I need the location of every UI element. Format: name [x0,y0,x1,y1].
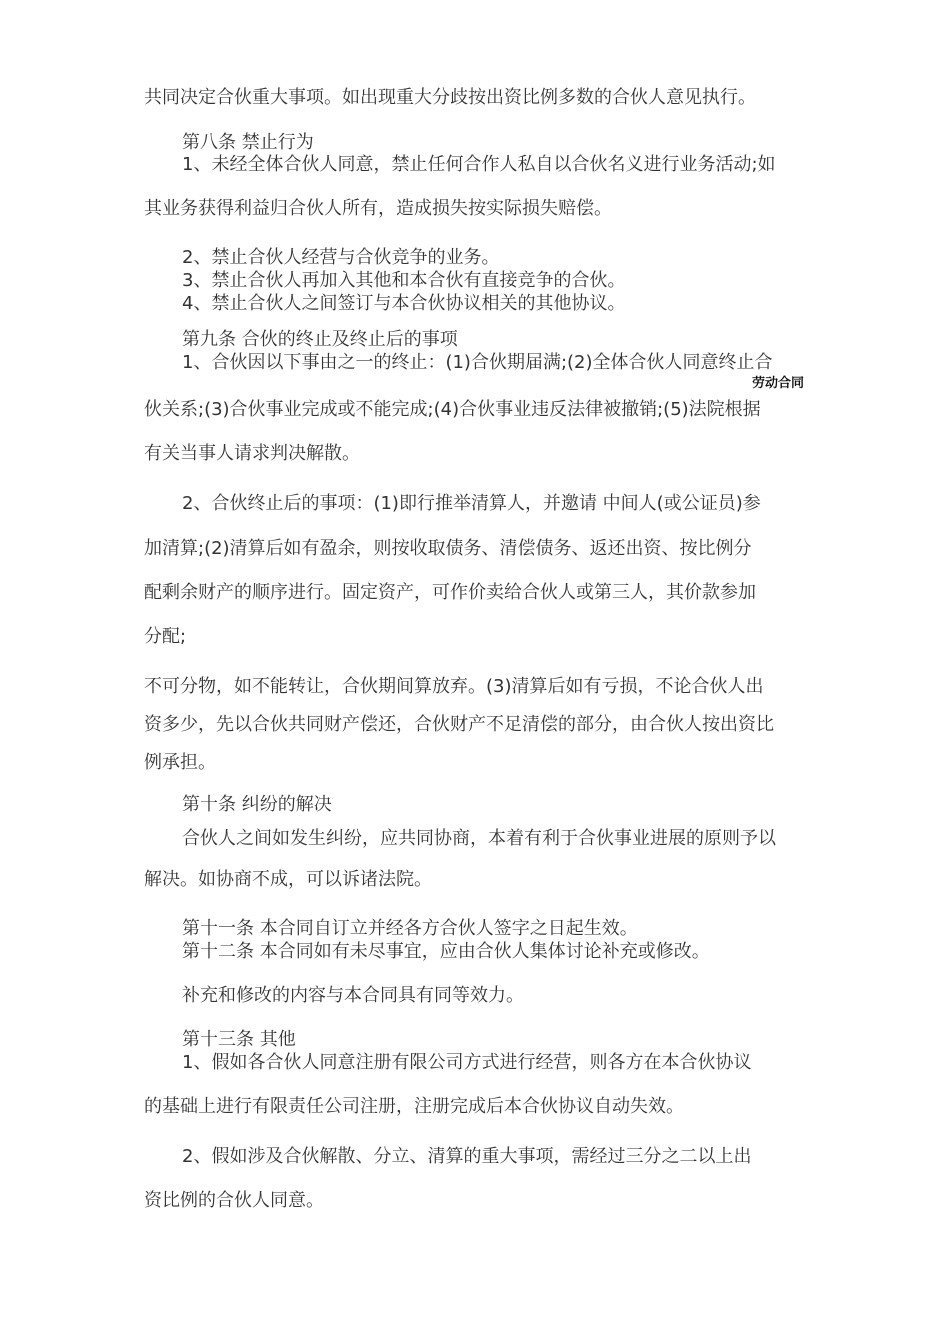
paragraph-line: 2、合伙终止后的事项：(1)即行推举清算人，并邀请 中间人(或公证员)参 [182,493,761,514]
section-heading-article-11: 第十一条 本合同自订立并经各方合伙人签字之日起生效。 [182,918,638,939]
paragraph-line: 3、禁止合伙人再加入其他和本合伙有直接竞争的合伙。 [182,270,626,291]
section-heading-article-10: 第十条 纠纷的解决 [182,794,332,815]
paragraph-line: 补充和修改的内容与本合同具有同等效力。 [182,985,524,1006]
paragraph-line: 2、禁止合伙人经营与合伙竞争的业务。 [182,247,500,268]
paragraph-line: 1、假如各合伙人同意注册有限公司方式进行经营，则各方在本合伙协议 [182,1052,752,1073]
paragraph-line: 资比例的合伙人同意。 [144,1190,324,1211]
paragraph-line: 1、合伙因以下事由之一的终止：(1)合伙期届满;(2)全体合伙人同意终止合 [182,352,773,373]
section-heading-article-12: 第十二条 本合同如有未尽事宜，应由合伙人集体讨论补充或修改。 [182,941,710,962]
paragraph-line: 4、禁止合伙人之间签订与本合伙协议相关的其他协议。 [182,293,626,314]
paragraph-line: 解决。如协商不成，可以诉诸法院。 [144,869,432,890]
paragraph-line: 分配; [144,626,187,647]
paragraph-line: 2、假如涉及合伙解散、分立、清算的重大事项，需经过三分之二以上出 [182,1146,752,1167]
paragraph-line: 共同决定合伙重大事项。如出现重大分歧按出资比例多数的合伙人意见执行。 [144,87,756,108]
section-heading-article-9: 第九条 合伙的终止及终止后的事项 [182,329,458,350]
paragraph-line: 合伙人之间如发生纠纷，应共同协商，本着有利于合伙事业进展的原则予以 [182,828,776,849]
paragraph-line: 的基础上进行有限责任公司注册，注册完成后本合伙协议自动失效。 [144,1096,684,1117]
section-heading-article-13: 第十三条 其他 [182,1029,296,1050]
paragraph-line: 其业务获得利益归合伙人所有，造成损失按实际损失赔偿。 [144,198,612,219]
paragraph-line: 加清算;(2)清算后如有盈余，则按收取债务、清偿债务、返还出资、按比例分 [144,538,752,559]
paragraph-line: 例承担。 [144,752,216,773]
paragraph-line: 1、未经全体合伙人同意，禁止任何合作人私自以合伙名义进行业务活动;如 [182,154,776,175]
paragraph-line: 有关当事人请求判决解散。 [144,443,360,464]
paragraph-line: 伙关系;(3)合伙事业完成或不能完成;(4)合伙事业违反法律被撤销;(5)法院根据 [144,399,761,420]
watermark-text: 劳动合同 [752,376,805,391]
paragraph-line: 资多少，先以合伙共同财产偿还，合伙财产不足清偿的部分，由合伙人按出资比 [144,714,774,735]
section-heading-article-8: 第八条 禁止行为 [182,132,314,153]
paragraph-line: 不可分物，如不能转让，合伙期间算放弃。(3)清算后如有亏损，不论合伙人出 [144,676,764,697]
paragraph-line: 配剩余财产的顺序进行。固定资产，可作价卖给合伙人或第三人，其价款参加 [144,582,756,603]
